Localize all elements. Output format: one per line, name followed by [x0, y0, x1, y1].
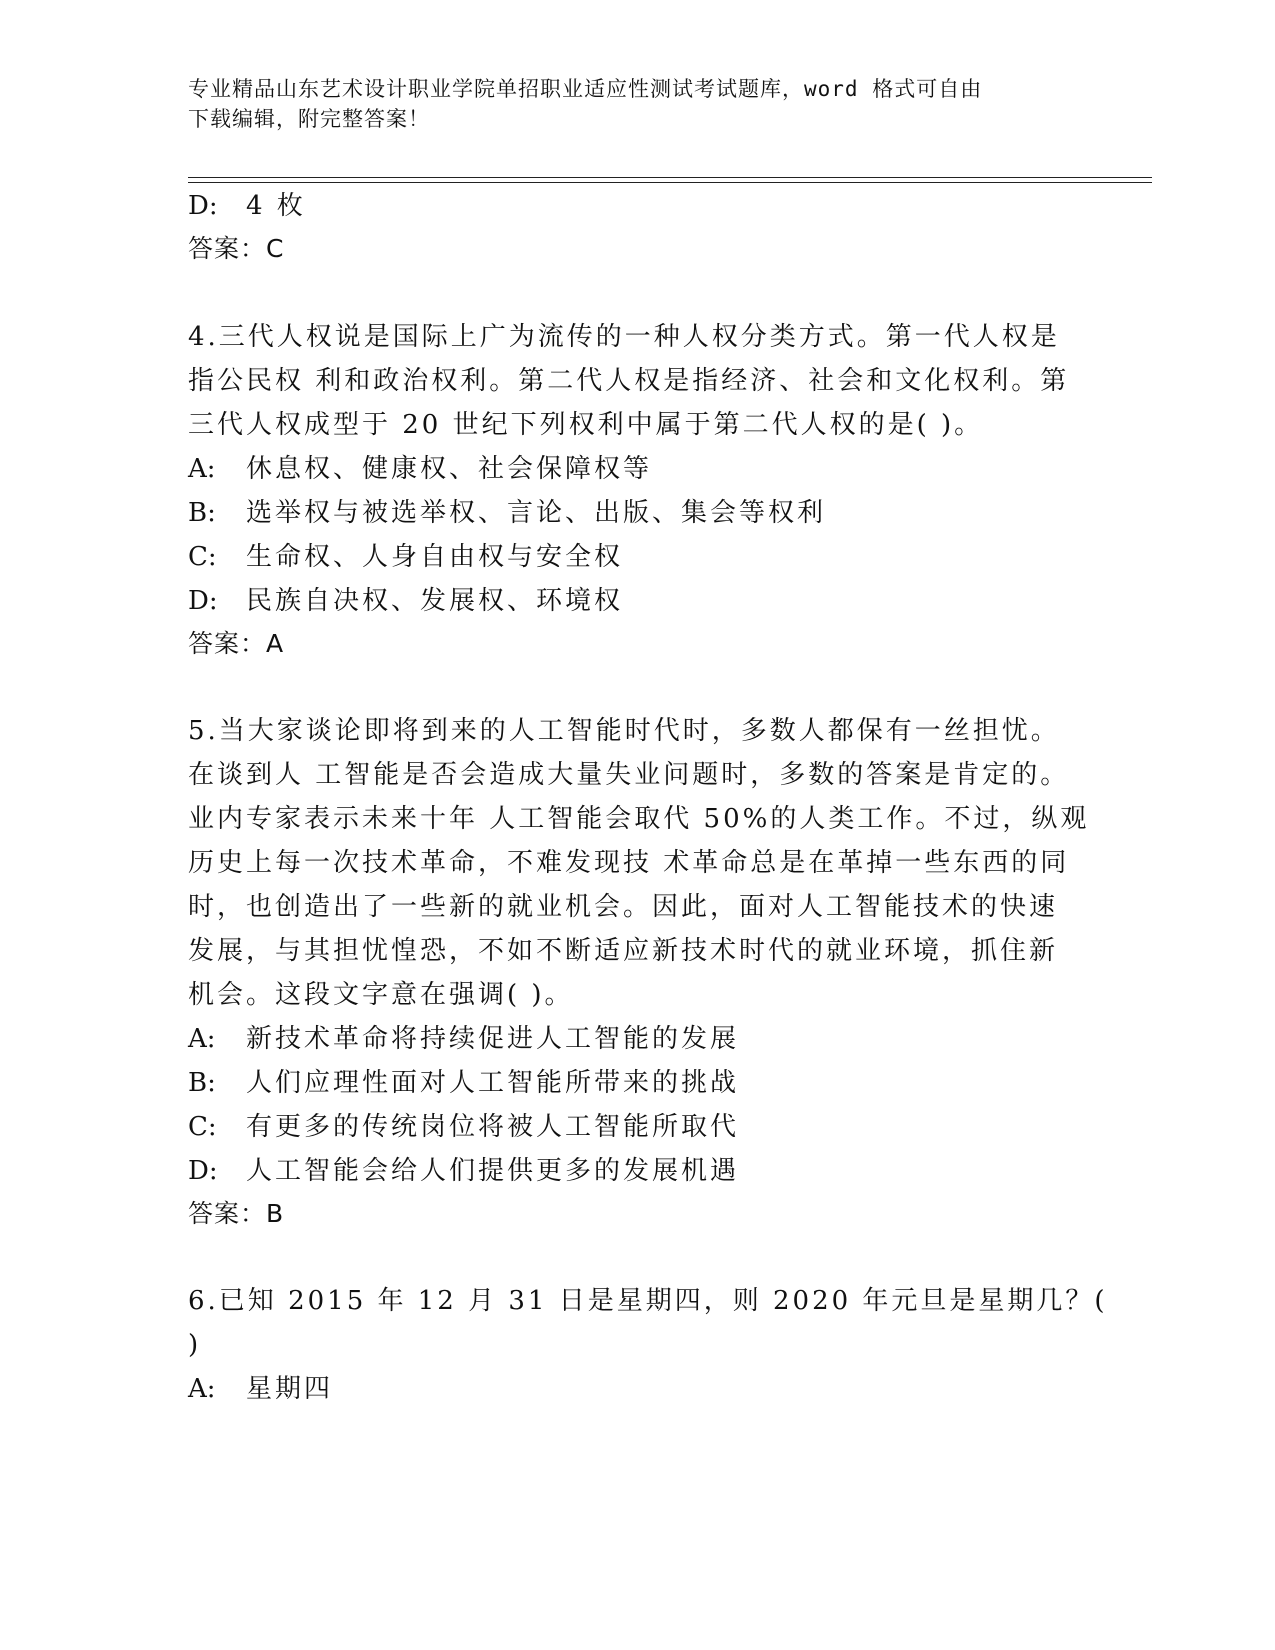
header-divider-top	[188, 177, 1152, 178]
q5-option-a	[188, 1022, 739, 1056]
option-text: 生命权、人身自由权与安全权	[246, 542, 624, 572]
q6-option-a	[188, 1372, 333, 1406]
q6-stem-line-1: 6.已知 2015 年 12 月 31 日是星期四，则 2020 年元旦是星期几？(	[188, 1286, 1108, 1316]
q5-stem-line-4: 历史上每一次技术革命，不难发现技 术革命总是在革掉一些东西的同	[188, 848, 1070, 878]
header-divider-bottom	[188, 182, 1152, 183]
q5-stem-line-6: 发展，与其担忧惶恐，不如不断适应新技术时代的就业环境，抓住新	[188, 936, 1059, 966]
option-key: B:	[188, 498, 216, 528]
q4-answer: 答案：A	[188, 629, 285, 658]
q5-option-b	[188, 1066, 739, 1100]
option-key: A:	[188, 1024, 216, 1054]
q4-option-c	[188, 540, 623, 574]
option-text: 有更多的传统岗位将被人工智能所取代	[246, 1112, 740, 1142]
q5-stem-line-2: 在谈到人 工智能是否会造成大量失业问题时，多数的答案是肯定的。	[188, 760, 1070, 790]
option-text: 人们应理性面对人工智能所带来的挑战	[246, 1068, 740, 1098]
option-key: D:	[188, 586, 218, 616]
q5-stem-line-5: 时，也创造出了一些新的就业机会。因此，面对人工智能技术的快速	[188, 892, 1059, 922]
q3-option-d	[188, 189, 306, 223]
q4-option-a	[188, 452, 652, 486]
option-key: C:	[188, 1112, 217, 1142]
document-header	[188, 74, 1088, 134]
q4-stem-line-1: 4.三代人权说是国际上广为流传的一种人权分类方式。第一代人权是	[188, 322, 1060, 352]
header-line-1: 专业精品山东艺术设计职业学院单招职业适应性测试考试题库，word 格式可自由	[188, 77, 983, 101]
q3-answer: 答案：C	[188, 234, 285, 263]
option-key: A:	[188, 1374, 216, 1404]
q4-option-b	[188, 496, 826, 530]
q5-option-c	[188, 1110, 739, 1144]
option-key: B:	[188, 1068, 216, 1098]
q4-stem-line-3: 三代人权成型于 20 世纪下列权利中属于第二代人权的是( )。	[188, 410, 984, 440]
q6-stem-line-2: )	[188, 1330, 202, 1360]
option-text: 选举权与被选举权、言论、出版、集会等权利	[246, 498, 827, 528]
option-text: 4 枚	[246, 191, 306, 221]
option-key: D:	[188, 191, 218, 221]
q5-stem-line-3: 业内专家表示未来十年 人工智能会取代 50%的人类工作。不过，纵观	[188, 804, 1090, 834]
q5-option-d	[188, 1154, 739, 1188]
option-key: A:	[188, 454, 216, 484]
option-key: D:	[188, 1156, 218, 1186]
option-text: 星期四	[246, 1374, 334, 1404]
q5-answer: 答案：B	[188, 1199, 285, 1228]
option-text: 人工智能会给人们提供更多的发展机遇	[246, 1156, 740, 1186]
option-text: 休息权、健康权、社会保障权等	[246, 454, 653, 484]
option-text: 新技术革命将持续促进人工智能的发展	[246, 1024, 740, 1054]
q4-option-d	[188, 584, 623, 618]
option-key: C:	[188, 542, 217, 572]
header-line-2: 下载编辑，附完整答案！	[188, 107, 430, 131]
option-text: 民族自决权、发展权、环境权	[246, 586, 624, 616]
q4-stem-line-2: 指公民权 利和政治权利。第二代人权是指经济、社会和文化权利。第	[188, 366, 1070, 396]
q5-stem-line-7: 机会。这段文字意在强调( )。	[188, 980, 574, 1010]
q5-stem-line-1: 5.当大家谈论即将到来的人工智能时代时，多数人都保有一丝担忧。	[188, 716, 1060, 746]
